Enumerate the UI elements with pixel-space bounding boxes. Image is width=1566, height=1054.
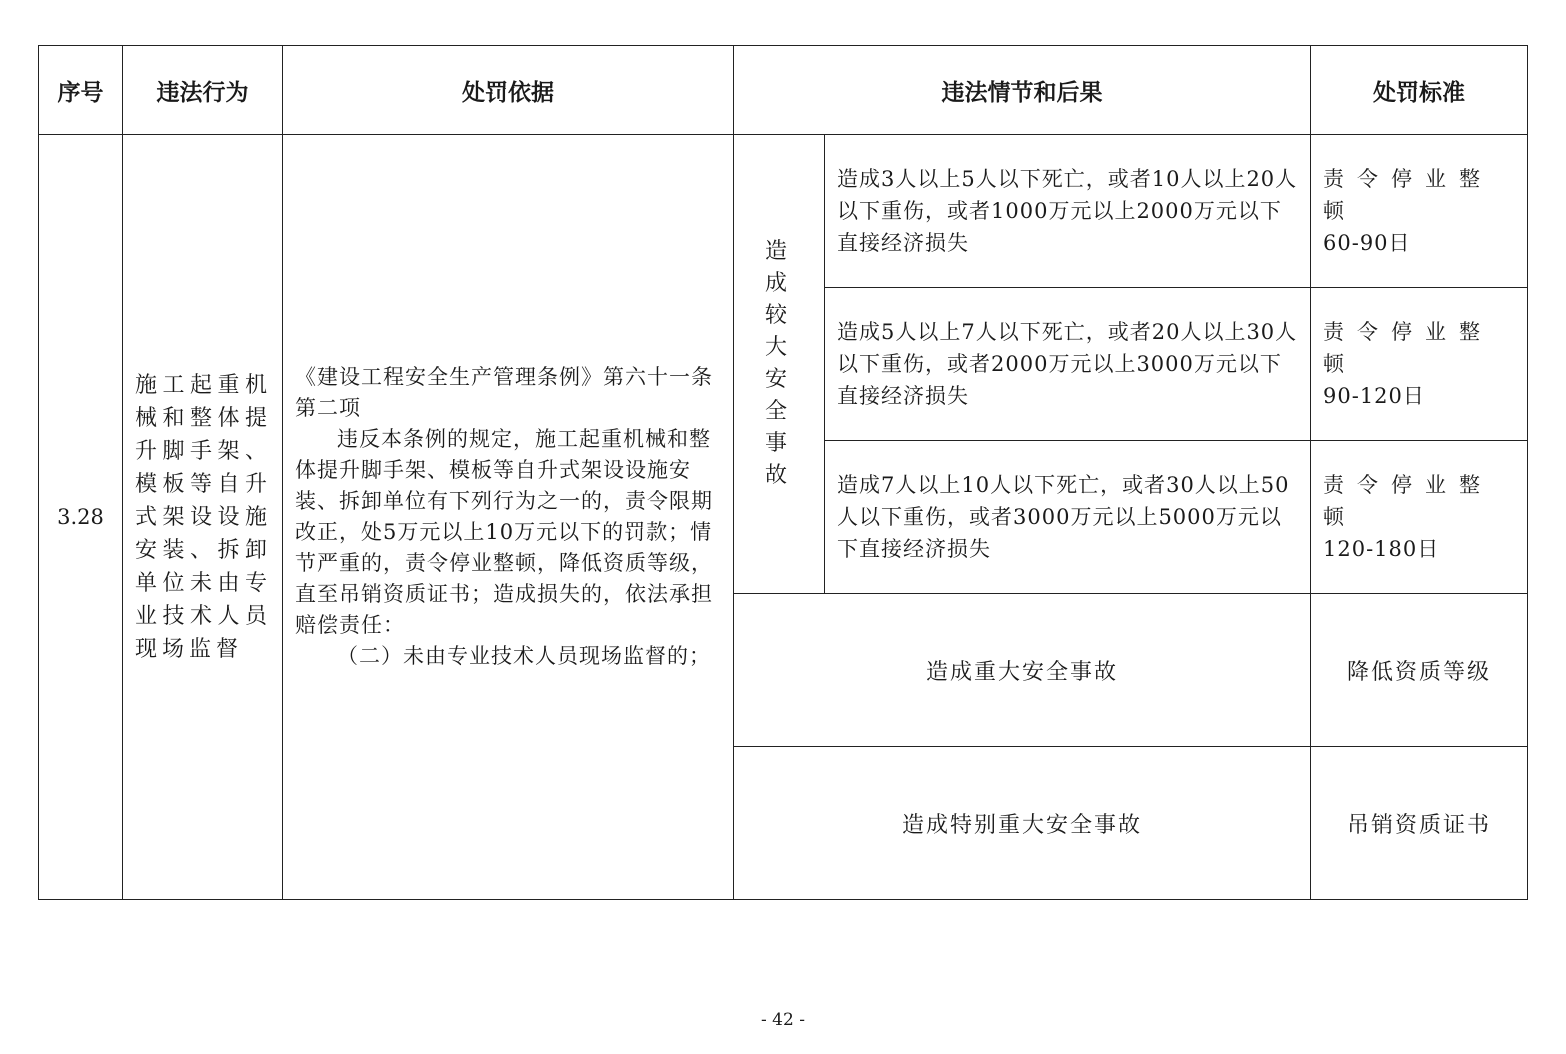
header-standard: 处罚标准	[1311, 46, 1528, 135]
row-seq: 3.28	[39, 135, 123, 900]
table-row	[39, 135, 1528, 288]
group-label: 造成较大安全事故	[734, 135, 825, 594]
standard-extra: 吊销资质证书	[1311, 747, 1528, 900]
row-act: 施工起重机械和整体提升脚手架、模板等自升式架设设施安装、拆卸单位未由专业技术人员现场监督	[123, 135, 283, 900]
header-basis: 处罚依据	[283, 46, 734, 135]
standard-1-action: 责令停业整顿	[1323, 167, 1493, 223]
header-act: 违法行为	[123, 46, 283, 135]
standard-2	[1311, 288, 1528, 441]
standard-2-period: 90-120日	[1323, 384, 1425, 408]
standard-3	[1311, 441, 1528, 594]
circumstance-2: 造成5人以上7人以下死亡，或者20人以上30人以下重伤，或者2000万元以上3000万元以下直接经济损失	[825, 288, 1311, 441]
row-basis	[283, 135, 734, 900]
penalty-table	[38, 45, 1528, 900]
circumstance-extra: 造成特别重大安全事故	[734, 747, 1311, 900]
standard-3-action: 责令停业整顿	[1323, 473, 1493, 529]
standard-2-action: 责令停业整顿	[1323, 320, 1493, 376]
header-row	[39, 46, 1528, 135]
basis-citation: 《建设工程安全生产管理条例》第六十一条第二项	[295, 365, 713, 420]
standard-3-period: 120-180日	[1323, 537, 1440, 561]
circumstance-major: 造成重大安全事故	[734, 594, 1311, 747]
basis-text: 违反本条例的规定，施工起重机械和整体提升脚手架、模板等自升式架设设施安装、拆卸单位有下列行为之一的，责令限期改正，处5万元以上10万元以下的罚款；情节严重的，责令停业整顿，降低资质等级，直至吊销资质证书；造成损失的，依法承担赔偿责任：	[295, 427, 713, 637]
circumstance-3: 造成7人以上10人以下死亡，或者30人以上50人以下重伤，或者3000万元以上5000万元以下直接经济损失	[825, 441, 1311, 594]
basis-item: （二）未由专业技术人员现场监督的；	[337, 644, 711, 668]
standard-major: 降低资质等级	[1311, 594, 1528, 747]
standard-1	[1311, 135, 1528, 288]
header-seq: 序号	[39, 46, 123, 135]
header-circumstance: 违法情节和后果	[734, 46, 1311, 135]
standard-1-period: 60-90日	[1323, 231, 1411, 255]
page-number: - 42 -	[761, 1010, 805, 1030]
circumstance-1: 造成3人以上5人以下死亡，或者10人以上20人以下重伤，或者1000万元以上2000万元以下直接经济损失	[825, 135, 1311, 288]
